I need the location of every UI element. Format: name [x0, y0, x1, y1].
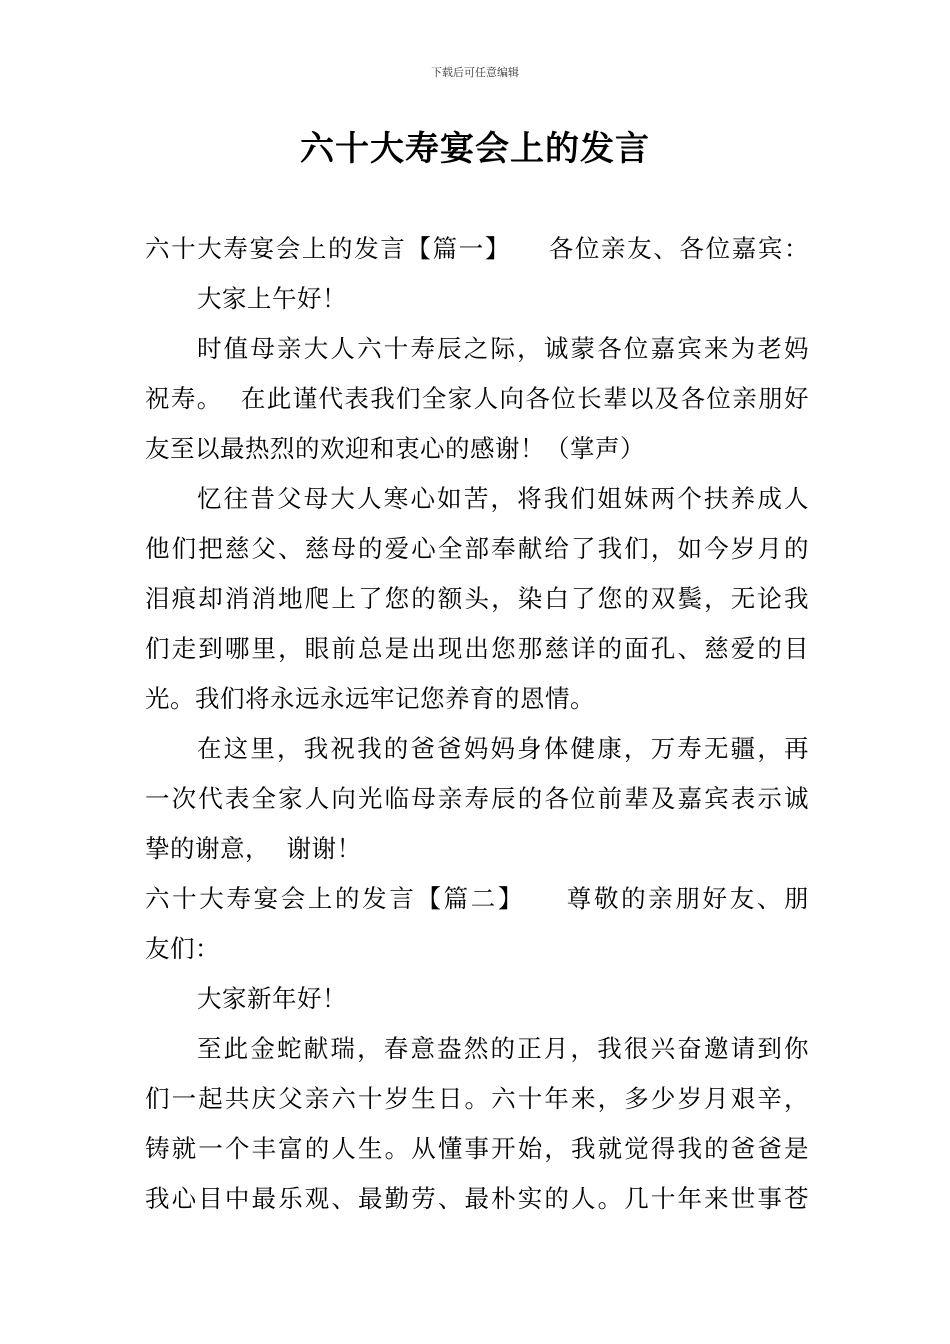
- paragraph-line: 至此金蛇献瑞，春意盎然的正月，我很兴奋邀请到你: [197, 1034, 809, 1063]
- document-title: 六十大寿宴会上的发言: [300, 129, 650, 169]
- paragraph-line: 他们把慈父、慈母的爱心全部奉献给了我们，如今岁月的: [145, 534, 809, 563]
- paragraph-line: 友至以最热烈的欢迎和衷心的感谢！（掌声）: [145, 434, 645, 463]
- paragraph-line: 大家新年好！: [197, 984, 347, 1013]
- paragraph-line: 祝寿。 在此谨代表我们全家人向各位长辈以及各位亲朋好: [145, 384, 809, 413]
- paragraph-line: 友们：: [145, 934, 220, 963]
- paragraph-line: 六十大寿宴会上的发言【篇一】 各位亲友、各位嘉宾：: [145, 234, 809, 263]
- paragraph-line: 们走到哪里，眼前总是出现出您那慈详的面孔、慈爱的目: [145, 634, 809, 663]
- paragraph-line: 们一起共庆父亲六十岁生日。六十年来，多少岁月艰辛，: [145, 1084, 809, 1113]
- paragraph-line: 挚的谢意， 谢谢！: [145, 834, 362, 863]
- paragraph-line: 大家上午好！: [197, 284, 347, 313]
- paragraph-line: 一次代表全家人向光临母亲寿辰的各位前辈及嘉宾表示诚: [145, 784, 809, 813]
- header-note: 下载后可任意编辑: [431, 66, 519, 79]
- document-body: [145, 224, 809, 1224]
- paragraph-line: 忆往昔父母大人寒心如苦，将我们姐妹两个扶养成人: [197, 484, 809, 513]
- paragraph-line: 我心目中最乐观、最勤劳、最朴实的人。几十年来世事苍: [145, 1184, 809, 1213]
- paragraph-line: 铸就一个丰富的人生。从懂事开始，我就觉得我的爸爸是: [145, 1134, 809, 1163]
- paragraph-line: 时值母亲大人六十寿辰之际，诚蒙各位嘉宾来为老妈: [197, 334, 809, 363]
- paragraph-line: 泪痕却消消地爬上了您的额头，染白了您的双鬓，无论我: [145, 584, 809, 613]
- paragraph-line: 光。我们将永远永远牢记您养育的恩情。: [145, 684, 595, 713]
- paragraph-line: 六十大寿宴会上的发言【篇二】 尊敬的亲朋好友、朋: [145, 884, 809, 913]
- paragraph-line: 在这里，我祝我的爸爸妈妈身体健康，万寿无疆，再: [197, 734, 809, 763]
